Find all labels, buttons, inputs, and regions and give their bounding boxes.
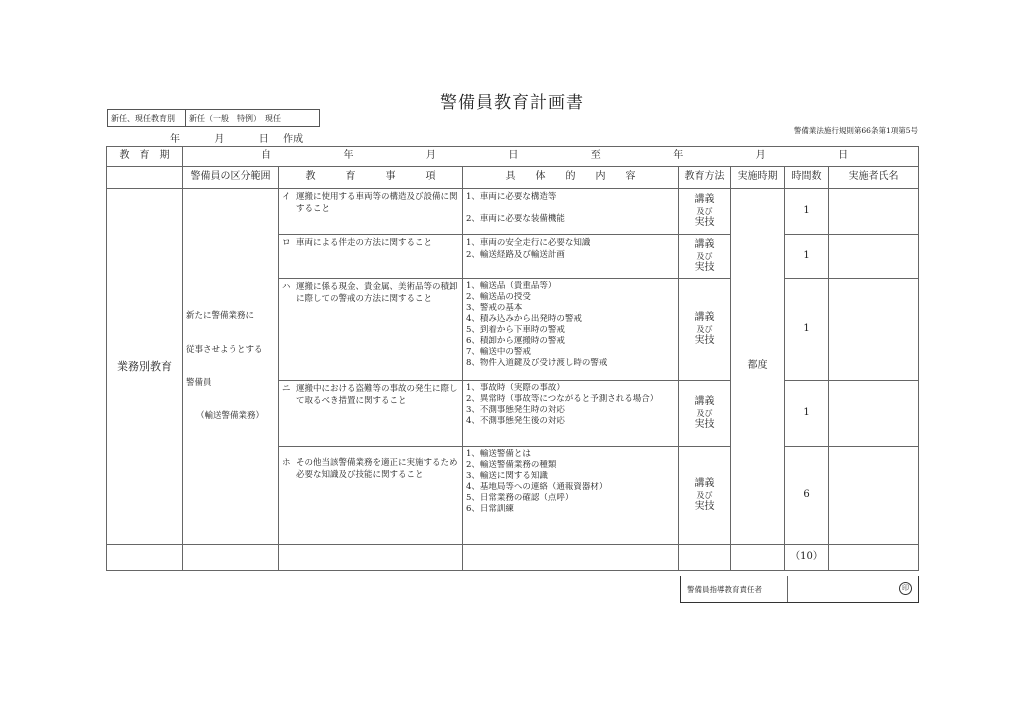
content-line: 6、積卸から運搬時の警戒 xyxy=(466,336,565,347)
method-bottom: 実技 xyxy=(694,261,715,273)
method-bottom: 実技 xyxy=(694,334,715,346)
method-top: 講義 xyxy=(694,239,715,250)
category-label: 新任、現任教育別 xyxy=(108,110,186,126)
period-row xyxy=(107,147,919,167)
section-label: 業務別教育 xyxy=(107,189,183,545)
header-method: 教育方法 xyxy=(679,167,731,189)
period-label: 教 育 期 xyxy=(107,147,183,167)
instructor-cell xyxy=(829,447,919,545)
total-hours: （10） xyxy=(785,545,829,571)
method-mid: 及び xyxy=(696,206,713,216)
total-blank xyxy=(183,545,279,571)
content-cell xyxy=(463,279,679,381)
item-mark: ニ xyxy=(282,384,291,394)
content-line: 4、基地局等への連絡（通報資器材） xyxy=(466,482,608,493)
content-line: 2、輸送品の授受 xyxy=(466,292,531,303)
content-line: 4、不測事態発生後の対応 xyxy=(466,416,565,427)
method-bottom: 実技 xyxy=(694,216,715,228)
item-text: 運搬中における盗難等の事故の発生に際して取るべき措置に関すること xyxy=(296,384,458,407)
content-line: 2、輸送警備業務の種類 xyxy=(466,460,557,471)
signature-area xyxy=(788,576,918,602)
content-line: 1、車両の安全走行に必要な知識 xyxy=(466,238,591,248)
item-cell xyxy=(279,279,463,381)
item-text: 運搬に使用する車両等の構造及び設備に関すること xyxy=(296,192,458,215)
total-blank xyxy=(107,545,183,571)
to-day: 日 xyxy=(838,150,849,162)
category-options: 新任（一般 特例） 現任 xyxy=(189,113,281,123)
content-cell xyxy=(463,189,679,235)
header-content: 具 体 的 内 容 xyxy=(463,167,679,189)
item-cell xyxy=(279,447,463,545)
content-line: 1、輸送品（貴重品等） xyxy=(466,281,557,291)
content-line: 8、物件入道鍵及び受け渡し時の警戒 xyxy=(466,358,608,369)
header-timing: 実施時期 xyxy=(731,167,785,189)
table-row xyxy=(107,189,919,235)
method-top: 講義 xyxy=(694,194,715,205)
instructor-cell xyxy=(829,381,919,447)
header-hours: 時間数 xyxy=(785,167,829,189)
created-day: 日 xyxy=(258,134,269,145)
item-text: その他当該警備業務を適正に実施するため必要な知識及び技能に関すること xyxy=(296,458,458,481)
category-range-cell xyxy=(183,189,279,545)
from-year: 年 xyxy=(343,150,354,162)
method-bottom: 実技 xyxy=(694,500,715,512)
hours-cell: 1 xyxy=(785,279,829,381)
method-cell xyxy=(679,279,731,381)
content-line: 5、到着から下車時の警戒 xyxy=(466,325,565,336)
content-line: 3、輸送に関する知識 xyxy=(466,471,548,482)
content-line: 3、警戒の基本 xyxy=(466,303,523,314)
method-cell xyxy=(679,235,731,279)
timing-cell: 都度 xyxy=(731,189,785,545)
header-category-range: 警備員の区分範囲 xyxy=(183,167,279,189)
from-day: 日 xyxy=(508,150,519,162)
content-line: 2、輸送経路及び輸送計画 xyxy=(466,250,565,261)
hours-cell: 1 xyxy=(785,235,829,279)
period-range xyxy=(183,147,919,167)
content-line: 3、不測事態発生時の対応 xyxy=(466,405,565,416)
content-line: 6、日常訓練 xyxy=(466,504,514,515)
method-cell xyxy=(679,189,731,235)
item-mark: ロ xyxy=(282,238,291,248)
content-cell xyxy=(463,447,679,545)
document-title: 警備員教育計画書 xyxy=(440,93,584,113)
responsible-label: 警備員指導教育責任者 xyxy=(681,576,788,602)
header-instructor: 実施者氏名 xyxy=(829,167,919,189)
total-blank xyxy=(731,545,785,571)
created-suffix: 作成 xyxy=(283,134,304,145)
created-year: 年 xyxy=(170,134,180,145)
created-month: 月 xyxy=(214,134,225,145)
method-mid: 及び xyxy=(696,251,713,261)
total-blank xyxy=(463,545,679,571)
content-cell xyxy=(463,235,679,279)
item-mark: イ xyxy=(282,192,291,202)
header-row xyxy=(107,167,919,189)
method-mid: 及び xyxy=(696,324,713,334)
content-line: 4、積み込みから出発時の警戒 xyxy=(466,314,582,325)
content-line: 1、車両に必要な構造等 xyxy=(466,192,557,202)
to-month: 月 xyxy=(755,150,766,162)
method-bottom: 実技 xyxy=(694,418,715,430)
header-item: 教 育 事 項 xyxy=(279,167,463,189)
education-plan-table xyxy=(106,146,919,571)
to-label: 至 xyxy=(590,150,601,162)
total-blank xyxy=(679,545,731,571)
created-date xyxy=(170,130,303,145)
content-line: 2、異常時（事故等につながると予測される場合） xyxy=(466,394,659,405)
item-mark: ハ xyxy=(282,282,291,292)
education-category-box xyxy=(107,109,320,127)
from-month: 月 xyxy=(425,150,436,162)
instructor-cell xyxy=(829,235,919,279)
method-top: 講義 xyxy=(694,312,715,323)
item-text: 運搬に係る現金、貴金属、美術品等の積卸に際しての警戒の方法に関すること xyxy=(296,282,458,305)
header-blank xyxy=(107,167,183,189)
category-line: （輸送警備業務） xyxy=(196,411,265,422)
instructor-cell xyxy=(829,279,919,381)
category-line: 新たに警備業務に xyxy=(186,311,255,322)
method-top: 講義 xyxy=(694,478,715,489)
content-line: 2、車両に必要な装備機能 xyxy=(466,214,565,225)
total-blank xyxy=(829,545,919,571)
method-cell xyxy=(679,447,731,545)
content-line: 7、輸送中の警戒 xyxy=(466,347,531,358)
regulation-reference: 警備業法施行規則第66条第1項第5号 xyxy=(793,126,918,135)
method-mid: 及び xyxy=(696,408,713,418)
item-cell xyxy=(279,381,463,447)
item-cell xyxy=(279,189,463,235)
hours-cell: 6 xyxy=(785,447,829,545)
method-top: 講義 xyxy=(694,396,715,407)
from-label: 自 xyxy=(261,150,271,162)
category-line: 警備員 xyxy=(186,378,212,388)
total-row xyxy=(107,545,919,571)
content-line: 1、事故時（実際の事故） xyxy=(466,383,565,393)
hours-cell: 1 xyxy=(785,189,829,235)
instructor-cell xyxy=(829,189,919,235)
seal-icon: 印 xyxy=(899,582,912,595)
category-line: 従事させようとする xyxy=(186,344,263,355)
content-cell xyxy=(463,381,679,447)
item-mark: ホ xyxy=(282,458,291,468)
hours-cell: 1 xyxy=(785,381,829,447)
item-text: 車両による伴走の方法に関すること xyxy=(296,238,433,248)
total-blank xyxy=(279,545,463,571)
method-mid: 及び xyxy=(696,490,713,500)
to-year: 年 xyxy=(673,150,684,162)
responsible-signature-box xyxy=(680,576,919,603)
item-cell xyxy=(279,235,463,279)
content-line: 1、輸送警備とは xyxy=(466,449,531,459)
content-line: 5、日常業務の確認（点呼） xyxy=(466,493,574,504)
method-cell xyxy=(679,381,731,447)
